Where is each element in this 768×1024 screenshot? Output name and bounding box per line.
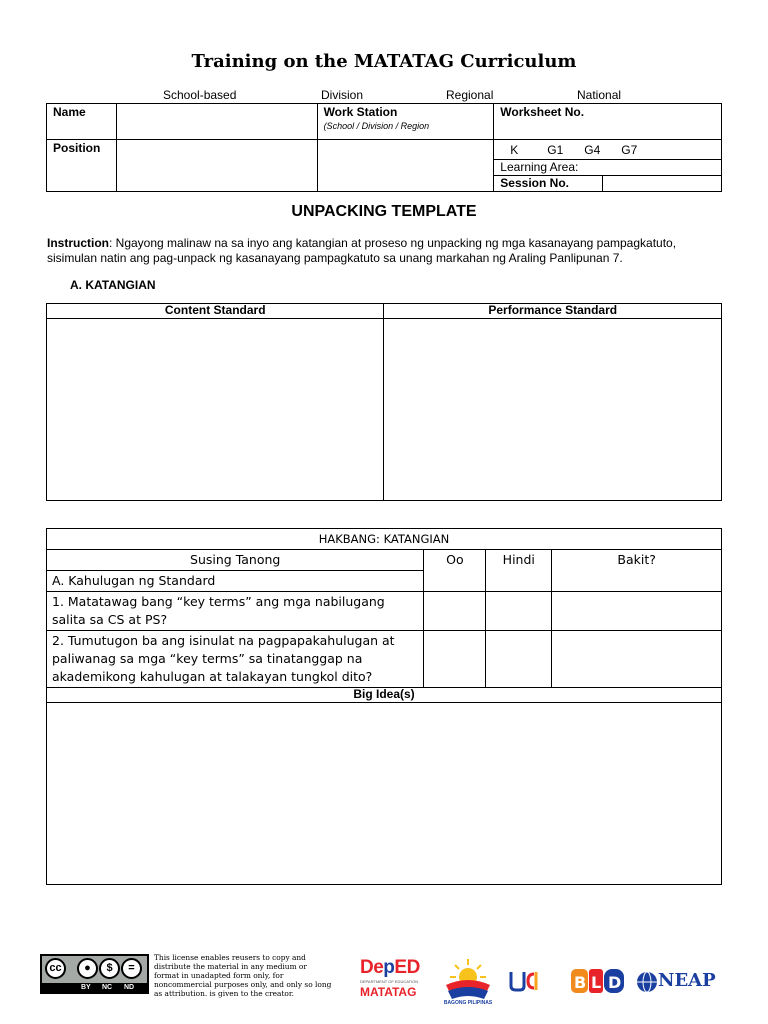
- bagong-pilipinas-text: BAGONG PILIPINAS: [443, 1000, 493, 1006]
- col-hindi: Hindi: [486, 550, 552, 592]
- bagong-pilipinas-logo-icon: [440, 955, 496, 1003]
- level-national: National: [577, 88, 622, 102]
- performance-standard-header: Performance Standard: [384, 304, 722, 319]
- neap-logo: [636, 970, 731, 994]
- answer-oo-1[interactable]: [424, 592, 486, 631]
- license-text: This license enables reusers to copy and distribute the material in any medium or format in unadapted form only, for noncommercial purposes only, and only so long as attribution. is given to the creator.: [154, 953, 332, 998]
- performance-standard-field[interactable]: [384, 319, 722, 501]
- header-info-table: [46, 103, 722, 192]
- level-school-based: School-based: [163, 88, 237, 102]
- noncommercial-icon: $: [99, 958, 120, 979]
- answer-bakit-2[interactable]: [552, 631, 722, 688]
- bld-logo-icon: [570, 966, 626, 996]
- cc-icon: cc: [45, 958, 66, 979]
- session-no-field[interactable]: [603, 176, 722, 192]
- attribution-icon: ●: [77, 958, 98, 979]
- level-division: Division: [321, 88, 364, 102]
- instruction-label: Instruction: [47, 236, 109, 250]
- instruction-text: : Ngayong malinaw na sa inyo ang katangian at proseso ng unpacking ng mga kasanayang pampagkatuto, sisimulan natin ang pag-unpack ng kasanayang pampagkatuto sa unang markahan ng Araling Panlipunan 7.: [47, 236, 677, 265]
- neap-wordmark: NEAP: [658, 970, 716, 991]
- question-1: 1. Matatawag bang “key terms” ang mga nabilugang salita sa CS at PS?: [47, 592, 424, 631]
- big-ideas-table: [46, 687, 722, 885]
- level-regional: Regional: [446, 88, 494, 102]
- deped-wordmark: DepED: [360, 957, 420, 978]
- table-row: [47, 631, 722, 688]
- big-ideas-header: Big Idea(s): [47, 688, 722, 703]
- hakbang-table: [46, 528, 722, 688]
- answer-hindi-2[interactable]: [486, 631, 552, 688]
- svg-text:B: B: [574, 973, 587, 992]
- noderivatives-icon: =: [121, 958, 142, 979]
- standards-table: [46, 303, 722, 501]
- grade-k[interactable]: K: [510, 143, 519, 157]
- instruction-paragraph: [47, 236, 727, 266]
- big-ideas-field[interactable]: [47, 703, 722, 885]
- position-extra-field[interactable]: [317, 140, 494, 192]
- grade-g7[interactable]: G7: [621, 143, 638, 157]
- template-heading: UNPACKING TEMPLATE: [291, 203, 477, 220]
- worksheet-no-label[interactable]: Worksheet No.: [494, 104, 722, 140]
- matatag-wordmark: MATATAG: [360, 985, 417, 999]
- bcd-logo-icon: [508, 968, 542, 994]
- hakbang-title: HAKBANG: KATANGIAN: [47, 529, 722, 550]
- deped-matatag-logo: [360, 957, 430, 999]
- position-field[interactable]: [116, 140, 317, 192]
- answer-bakit-1[interactable]: [552, 592, 722, 631]
- col-susing-tanong: Susing Tanong: [47, 550, 424, 571]
- answer-hindi-1[interactable]: [486, 592, 552, 631]
- cc-label-by: BY: [81, 984, 91, 991]
- grade-g1[interactable]: G1: [547, 143, 564, 157]
- svg-text:D: D: [608, 973, 622, 992]
- session-no-label: Session No.: [494, 176, 603, 192]
- answer-oo-2[interactable]: [424, 631, 486, 688]
- name-field[interactable]: [116, 104, 317, 140]
- deped-subtitle: DEPARTMENT OF EDUCATION: [360, 979, 419, 984]
- learning-area-label[interactable]: Learning Area:: [494, 160, 722, 176]
- content-standard-field[interactable]: [47, 319, 384, 501]
- work-station-hint: (School / Division / Region: [323, 121, 430, 131]
- work-station-label: Work Station: [323, 105, 398, 119]
- cc-license-badge: [40, 954, 149, 994]
- position-label: Position: [47, 140, 117, 192]
- grade-g4[interactable]: G4: [584, 143, 601, 157]
- col-oo: Oo: [424, 550, 486, 592]
- cc-label-nd: ND: [124, 984, 135, 991]
- svg-text:L: L: [591, 973, 602, 992]
- work-station-cell[interactable]: [317, 104, 494, 140]
- table-row: [47, 592, 722, 631]
- name-label: Name: [47, 104, 117, 140]
- cc-label-nc: NC: [102, 984, 113, 991]
- col-bakit: Bakit?: [552, 550, 722, 592]
- neap-globe-icon: [636, 971, 658, 993]
- section-a-heading: A. KATANGIAN: [70, 278, 156, 292]
- content-standard-header: Content Standard: [47, 304, 384, 319]
- section-kahulugan: A. Kahulugan ng Standard: [47, 571, 424, 592]
- question-2: 2. Tumutugon ba ang isinulat na pagpapakahulugan at paliwanag sa mga “key terms” sa tinatanggap na akademikong kahulugan at talakayan tungkol dito?: [47, 631, 424, 688]
- document-title: Training on the MATATAG Curriculum: [191, 51, 577, 72]
